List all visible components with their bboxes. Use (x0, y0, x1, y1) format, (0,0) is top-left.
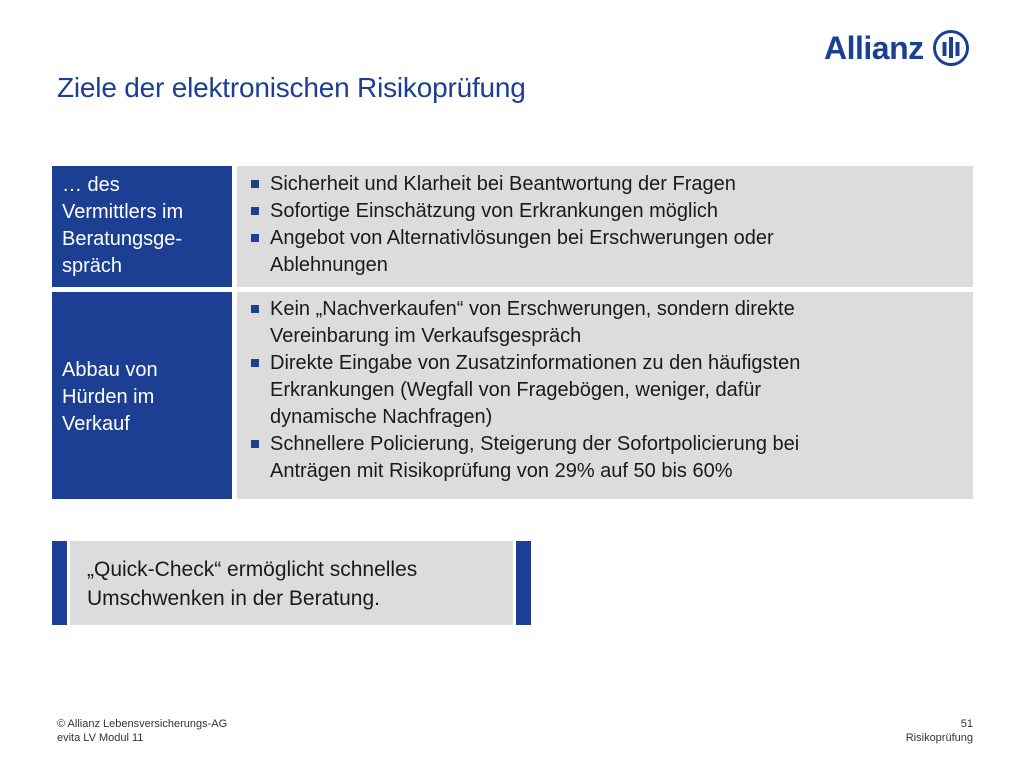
bullet-item (249, 350, 961, 431)
row-content-verkauf (237, 292, 973, 499)
bullet-line: Erkrankungen (Wegfall von Fragebögen, weniger, dafür (270, 379, 762, 401)
label-line: … des (62, 174, 120, 196)
footer-company: © Allianz Lebensversicherungs-AG (57, 718, 228, 730)
allianz-logo (824, 28, 970, 68)
footer-page-info (906, 717, 973, 745)
bullet-line: dynamische Nachfragen) (270, 406, 493, 428)
bullet-line: Direkte Eingabe von Zusatzinformationen zu den häufigsten (270, 352, 801, 374)
bullet-line: Vereinbarung im Verkaufsgespräch (270, 325, 582, 347)
row-label-verkauf (52, 292, 232, 499)
square-bullet-icon (251, 440, 259, 448)
label-line: Hürden im (62, 386, 155, 408)
row-content-vermittler (237, 166, 973, 287)
bullet-line: Schnellere Policierung, Steigerung der Sofortpolicierung bei (270, 433, 800, 455)
callout-bar-left (52, 541, 67, 625)
bullet-line: Kein „Nachverkaufen“ von Erschwerungen, sondern direkte (270, 298, 795, 320)
bullet-line: Ablehnungen (270, 254, 388, 276)
page-number: 51 (960, 718, 973, 730)
page-title: Ziele der elektronischen Risikoprüfung (57, 72, 526, 103)
callout-line: „Quick-Check“ ermöglicht schnelles (87, 558, 418, 581)
bullet-item (249, 171, 961, 198)
bullet-line: Angebot von Alternativlösungen bei Erschwerungen oder (270, 227, 774, 249)
bullet-item (249, 296, 961, 350)
square-bullet-icon (251, 207, 259, 215)
callout-line: Umschwenken in der Beratung. (87, 587, 380, 610)
quickcheck-callout (70, 541, 513, 625)
square-bullet-icon (251, 305, 259, 313)
label-line: Vermittlers im (62, 201, 184, 223)
bullet-item (249, 198, 961, 225)
footer-module: evita LV Modul 11 (57, 732, 144, 744)
label-line: Verkauf (62, 413, 130, 435)
bullet-item (249, 225, 961, 279)
bullet-line: Anträgen mit Risikoprüfung von 29% auf 50 bis 60% (270, 460, 733, 482)
footer-copyright (57, 717, 227, 745)
square-bullet-icon (251, 180, 259, 188)
square-bullet-icon (251, 359, 259, 367)
bullet-line: Sicherheit und Klarheit bei Beantwortung der Fragen (270, 173, 736, 195)
bullet-list (249, 296, 961, 485)
allianz-eagle-icon (932, 29, 970, 67)
bullet-item (249, 431, 961, 485)
callout-bar-right (516, 541, 531, 625)
label-line: Beratungsge- (62, 228, 183, 250)
label-line: Abbau von (62, 359, 158, 381)
logo-text: Allianz (824, 30, 924, 66)
bullet-line: Sofortige Einschätzung von Erkrankungen möglich (270, 200, 719, 222)
square-bullet-icon (251, 234, 259, 242)
footer-section: Risikoprüfung (905, 732, 973, 744)
bullet-list (249, 171, 961, 279)
row-label-vermittler (52, 166, 232, 287)
label-line: spräch (62, 255, 123, 277)
